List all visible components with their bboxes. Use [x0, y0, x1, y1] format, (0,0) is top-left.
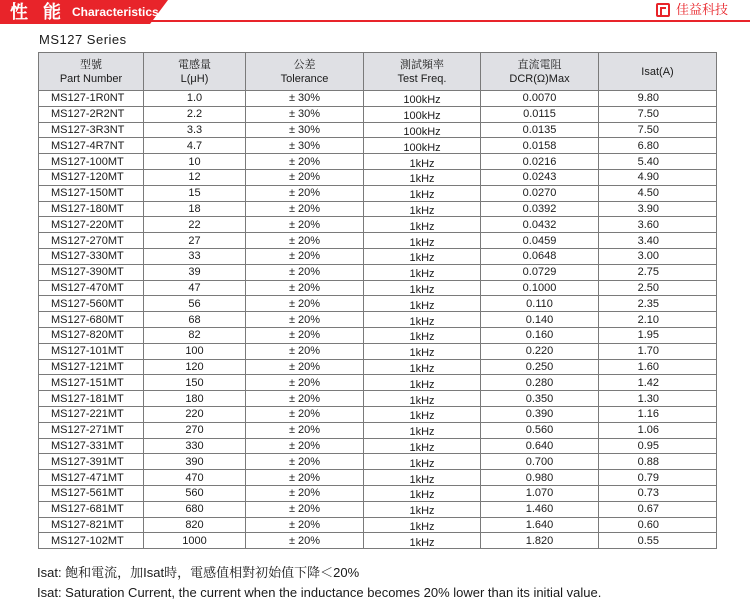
cell-inductance: 1000	[144, 533, 246, 549]
cell-inductance: 100	[144, 343, 246, 359]
cell-dcr: 0.110	[481, 296, 599, 312]
cell-tolerance: ± 20%	[246, 217, 364, 233]
cell-isat: 0.73	[599, 485, 717, 501]
cell-isat: 3.90	[599, 201, 717, 217]
cell-isat: 1.42	[599, 375, 717, 391]
cell-part-number: MS127-470MT	[39, 280, 144, 296]
table-row	[39, 248, 717, 264]
cell-isat: 4.90	[599, 169, 717, 185]
table-row	[39, 454, 717, 470]
cell-dcr: 0.0135	[481, 122, 599, 138]
cell-inductance: 270	[144, 422, 246, 438]
note-cn: Isat: 飽和電流，加Isat時，電感值相對初始值下降＜20%	[37, 565, 360, 580]
header-line-en: DCR(Ω)Max	[509, 72, 570, 85]
cell-test-freq-text: 1kHz	[409, 441, 435, 454]
cell-inductance: 560	[144, 485, 246, 501]
cell-inductance: 47	[144, 280, 246, 296]
table-row	[39, 169, 717, 185]
cell-test-freq-text: 1kHz	[409, 536, 435, 549]
notes	[37, 563, 601, 603]
cell-part-number: MS127-330MT	[39, 248, 144, 264]
cell-test-freq	[364, 217, 481, 233]
cell-isat: 2.50	[599, 280, 717, 296]
table-row	[39, 470, 717, 486]
banner-title-en: Characteristics	[72, 5, 159, 19]
cell-dcr: 0.560	[481, 422, 599, 438]
cell-tolerance: ± 20%	[246, 264, 364, 280]
cell-dcr: 0.140	[481, 312, 599, 328]
cell-dcr: 0.640	[481, 438, 599, 454]
cell-isat: 7.50	[599, 106, 717, 122]
cell-tolerance: ± 20%	[246, 169, 364, 185]
cell-test-freq-text: 1kHz	[409, 520, 435, 533]
cell-dcr: 0.0459	[481, 233, 599, 249]
cell-tolerance: ± 20%	[246, 375, 364, 391]
cell-test-freq-text: 1kHz	[409, 299, 435, 312]
header-line-cn: 電感量	[178, 58, 211, 71]
cell-test-freq	[364, 138, 481, 154]
cell-inductance: 220	[144, 406, 246, 422]
cell-test-freq	[364, 343, 481, 359]
cell-dcr: 0.0729	[481, 264, 599, 280]
cell-test-freq-text: 1kHz	[409, 362, 435, 375]
table-row	[39, 406, 717, 422]
cell-test-freq-text: 1kHz	[409, 457, 435, 470]
cell-test-freq	[364, 406, 481, 422]
header-tolerance	[246, 53, 364, 91]
table-row	[39, 201, 717, 217]
table-row	[39, 533, 717, 549]
table-row	[39, 138, 717, 154]
table-row	[39, 122, 717, 138]
cell-test-freq-text: 1kHz	[409, 505, 435, 518]
table-row	[39, 154, 717, 170]
table-row	[39, 312, 717, 328]
cell-tolerance: ± 20%	[246, 312, 364, 328]
cell-test-freq-text: 1kHz	[409, 315, 435, 328]
table-header-row	[39, 53, 717, 91]
cell-tolerance: ± 30%	[246, 91, 364, 107]
cell-tolerance: ± 30%	[246, 122, 364, 138]
cell-tolerance: ± 20%	[246, 248, 364, 264]
cell-test-freq	[364, 359, 481, 375]
cell-inductance: 82	[144, 327, 246, 343]
cell-isat: 0.79	[599, 470, 717, 486]
cell-inductance: 3.3	[144, 122, 246, 138]
cell-test-freq-text: 1kHz	[409, 489, 435, 502]
cell-dcr: 0.0158	[481, 138, 599, 154]
cell-inductance: 10	[144, 154, 246, 170]
cell-tolerance: ± 20%	[246, 533, 364, 549]
cell-inductance: 18	[144, 201, 246, 217]
table-row	[39, 501, 717, 517]
cell-test-freq	[364, 485, 481, 501]
header-isat	[599, 53, 717, 91]
cell-isat: 1.60	[599, 359, 717, 375]
cell-isat: 3.60	[599, 217, 717, 233]
cell-test-freq-text: 100kHz	[403, 125, 441, 138]
cell-isat: 2.75	[599, 264, 717, 280]
cell-part-number: MS127-681MT	[39, 501, 144, 517]
series-title: MS127 Series	[39, 32, 127, 47]
table-row	[39, 485, 717, 501]
cell-inductance: 4.7	[144, 138, 246, 154]
cell-dcr: 0.0270	[481, 185, 599, 201]
cell-isat: 0.60	[599, 517, 717, 533]
cell-tolerance: ± 20%	[246, 391, 364, 407]
cell-test-freq-text: 1kHz	[409, 473, 435, 486]
cell-tolerance: ± 20%	[246, 359, 364, 375]
cell-tolerance: ± 20%	[246, 154, 364, 170]
table-row	[39, 91, 717, 107]
cell-inductance: 22	[144, 217, 246, 233]
cell-test-freq	[364, 169, 481, 185]
table-row	[39, 375, 717, 391]
header-line-cn: Isat(A)	[641, 65, 674, 78]
cell-inductance: 680	[144, 501, 246, 517]
cell-test-freq	[364, 470, 481, 486]
cell-isat: 1.95	[599, 327, 717, 343]
brand	[656, 1, 728, 19]
cell-isat: 2.35	[599, 296, 717, 312]
header-line-en: Part Number	[59, 72, 123, 85]
cell-test-freq	[364, 264, 481, 280]
cell-tolerance: ± 20%	[246, 343, 364, 359]
brand-logo-icon	[656, 3, 670, 17]
cell-isat: 3.00	[599, 248, 717, 264]
cell-dcr: 1.460	[481, 501, 599, 517]
cell-part-number: MS127-151MT	[39, 375, 144, 391]
cell-isat: 1.30	[599, 391, 717, 407]
cell-dcr: 0.980	[481, 470, 599, 486]
cell-dcr: 1.640	[481, 517, 599, 533]
table-row	[39, 217, 717, 233]
cell-inductance: 1.0	[144, 91, 246, 107]
header-part-number	[39, 53, 144, 91]
cell-test-freq-text: 1kHz	[409, 410, 435, 423]
cell-tolerance: ± 20%	[246, 280, 364, 296]
table-row	[39, 422, 717, 438]
cell-tolerance: ± 20%	[246, 470, 364, 486]
cell-tolerance: ± 20%	[246, 296, 364, 312]
cell-isat: 9.80	[599, 91, 717, 107]
cell-part-number: MS127-270MT	[39, 233, 144, 249]
brand-name: 佳益科技	[675, 2, 728, 17]
cell-test-freq-text: 1kHz	[409, 378, 435, 391]
cell-dcr: 0.700	[481, 454, 599, 470]
cell-test-freq-text: 100kHz	[403, 94, 441, 107]
table-row	[39, 280, 717, 296]
cell-inductance: 27	[144, 233, 246, 249]
header-line-en: Tolerance	[280, 72, 329, 85]
cell-test-freq	[364, 233, 481, 249]
cell-inductance: 120	[144, 359, 246, 375]
cell-tolerance: ± 20%	[246, 422, 364, 438]
cell-isat: 1.06	[599, 422, 717, 438]
cell-test-freq-text: 1kHz	[409, 252, 435, 265]
cell-part-number: MS127-331MT	[39, 438, 144, 454]
cell-test-freq	[364, 201, 481, 217]
table-row	[39, 233, 717, 249]
cell-test-freq-text: 1kHz	[409, 220, 435, 233]
cell-tolerance: ± 20%	[246, 201, 364, 217]
cell-dcr: 0.1000	[481, 280, 599, 296]
cell-test-freq	[364, 454, 481, 470]
cell-dcr: 0.0216	[481, 154, 599, 170]
banner-title-cn: 性 能	[10, 2, 67, 22]
cell-dcr: 0.280	[481, 375, 599, 391]
cell-inductance: 2.2	[144, 106, 246, 122]
cell-tolerance: ± 20%	[246, 327, 364, 343]
table-row	[39, 327, 717, 343]
cell-part-number: MS127-101MT	[39, 343, 144, 359]
cell-test-freq	[364, 122, 481, 138]
cell-part-number: MS127-3R3NT	[39, 122, 144, 138]
cell-inductance: 180	[144, 391, 246, 407]
cell-isat: 2.10	[599, 312, 717, 328]
cell-part-number: MS127-1R0NT	[39, 91, 144, 107]
cell-isat: 5.40	[599, 154, 717, 170]
cell-inductance: 15	[144, 185, 246, 201]
cell-test-freq-text: 1kHz	[409, 283, 435, 296]
header-line-cn: 型號	[80, 58, 102, 71]
cell-tolerance: ± 20%	[246, 438, 364, 454]
cell-isat: 4.50	[599, 185, 717, 201]
cell-tolerance: ± 30%	[246, 138, 364, 154]
cell-inductance: 12	[144, 169, 246, 185]
header-line-cn: 測試頻率	[400, 58, 444, 71]
cell-part-number: MS127-561MT	[39, 485, 144, 501]
cell-inductance: 330	[144, 438, 246, 454]
cell-test-freq	[364, 422, 481, 438]
cell-tolerance: ± 20%	[246, 517, 364, 533]
cell-dcr: 0.0648	[481, 248, 599, 264]
cell-isat: 0.95	[599, 438, 717, 454]
cell-test-freq	[364, 501, 481, 517]
cell-test-freq	[364, 533, 481, 549]
cell-inductance: 68	[144, 312, 246, 328]
cell-part-number: MS127-180MT	[39, 201, 144, 217]
cell-test-freq	[364, 154, 481, 170]
cell-part-number: MS127-181MT	[39, 391, 144, 407]
cell-tolerance: ± 20%	[246, 485, 364, 501]
cell-test-freq	[364, 248, 481, 264]
cell-dcr: 0.160	[481, 327, 599, 343]
cell-tolerance: ± 20%	[246, 185, 364, 201]
table-row	[39, 391, 717, 407]
cell-test-freq-text: 100kHz	[403, 141, 441, 154]
cell-inductance: 56	[144, 296, 246, 312]
cell-tolerance: ± 20%	[246, 454, 364, 470]
cell-isat: 3.40	[599, 233, 717, 249]
cell-isat: 0.88	[599, 454, 717, 470]
cell-test-freq-text: 1kHz	[409, 173, 435, 186]
cell-tolerance: ± 20%	[246, 501, 364, 517]
cell-isat: 0.55	[599, 533, 717, 549]
cell-test-freq	[364, 391, 481, 407]
cell-part-number: MS127-821MT	[39, 517, 144, 533]
table-body	[39, 91, 717, 549]
cell-inductance: 820	[144, 517, 246, 533]
cell-part-number: MS127-220MT	[39, 217, 144, 233]
cell-part-number: MS127-120MT	[39, 169, 144, 185]
cell-isat: 7.50	[599, 122, 717, 138]
table-row	[39, 106, 717, 122]
header-line-en: Test Freq.	[397, 72, 447, 85]
cell-tolerance: ± 20%	[246, 233, 364, 249]
table-row	[39, 343, 717, 359]
header-line-cn: 公差	[293, 58, 316, 71]
cell-isat: 0.67	[599, 501, 717, 517]
cell-test-freq-text: 1kHz	[409, 331, 435, 344]
cell-test-freq	[364, 91, 481, 107]
cell-part-number: MS127-471MT	[39, 470, 144, 486]
cell-inductance: 33	[144, 248, 246, 264]
cell-isat: 6.80	[599, 138, 717, 154]
cell-part-number: MS127-221MT	[39, 406, 144, 422]
table-row	[39, 438, 717, 454]
cell-tolerance: ± 20%	[246, 406, 364, 422]
cell-test-freq-text: 1kHz	[409, 347, 435, 360]
header-test-freq	[364, 53, 481, 91]
cell-test-freq-text: 1kHz	[409, 426, 435, 439]
cell-part-number: MS127-121MT	[39, 359, 144, 375]
cell-test-freq	[364, 327, 481, 343]
cell-test-freq	[364, 375, 481, 391]
cell-inductance: 390	[144, 454, 246, 470]
cell-dcr: 0.0243	[481, 169, 599, 185]
table-row	[39, 296, 717, 312]
cell-test-freq-text: 1kHz	[409, 204, 435, 217]
cell-part-number: MS127-4R7NT	[39, 138, 144, 154]
cell-dcr: 1.070	[481, 485, 599, 501]
table-row	[39, 359, 717, 375]
cell-test-freq-text: 1kHz	[409, 157, 435, 170]
banner-underline	[150, 20, 750, 22]
cell-dcr: 0.0392	[481, 201, 599, 217]
header-line-cn: 直流電阻	[517, 58, 562, 71]
table-row	[39, 185, 717, 201]
header-line-en: L(μH)	[180, 72, 209, 85]
spec-table	[38, 52, 717, 549]
cell-test-freq-text: 1kHz	[409, 236, 435, 249]
cell-dcr: 0.250	[481, 359, 599, 375]
cell-test-freq-text: 100kHz	[403, 110, 441, 123]
cell-part-number: MS127-2R2NT	[39, 106, 144, 122]
cell-inductance: 470	[144, 470, 246, 486]
cell-isat: 1.70	[599, 343, 717, 359]
cell-dcr: 0.350	[481, 391, 599, 407]
cell-inductance: 39	[144, 264, 246, 280]
cell-dcr: 0.0070	[481, 91, 599, 107]
cell-part-number: MS127-271MT	[39, 422, 144, 438]
cell-part-number: MS127-391MT	[39, 454, 144, 470]
cell-part-number: MS127-680MT	[39, 312, 144, 328]
cell-test-freq	[364, 280, 481, 296]
cell-part-number: MS127-390MT	[39, 264, 144, 280]
note-en: Isat: Saturation Current, the current when the inductance becomes 20% lower than its initial value.	[37, 585, 602, 600]
cell-test-freq	[364, 312, 481, 328]
cell-dcr: 0.390	[481, 406, 599, 422]
table-row	[39, 517, 717, 533]
cell-dcr: 0.220	[481, 343, 599, 359]
cell-dcr: 0.0432	[481, 217, 599, 233]
cell-test-freq	[364, 106, 481, 122]
cell-test-freq	[364, 517, 481, 533]
cell-part-number: MS127-150MT	[39, 185, 144, 201]
table-row	[39, 264, 717, 280]
cell-dcr: 1.820	[481, 533, 599, 549]
cell-part-number: MS127-560MT	[39, 296, 144, 312]
cell-test-freq	[364, 185, 481, 201]
cell-inductance: 150	[144, 375, 246, 391]
header-dcr	[481, 53, 599, 91]
cell-dcr: 0.0115	[481, 106, 599, 122]
cell-part-number: MS127-100MT	[39, 154, 144, 170]
section-banner	[0, 0, 750, 24]
header-inductance	[144, 53, 246, 91]
cell-test-freq-text: 1kHz	[409, 189, 435, 202]
cell-test-freq	[364, 438, 481, 454]
cell-test-freq-text: 1kHz	[409, 268, 435, 281]
cell-part-number: MS127-820MT	[39, 327, 144, 343]
cell-part-number: MS127-102MT	[39, 533, 144, 549]
cell-test-freq	[364, 296, 481, 312]
cell-isat: 1.16	[599, 406, 717, 422]
cell-test-freq-text: 1kHz	[409, 394, 435, 407]
cell-tolerance: ± 30%	[246, 106, 364, 122]
